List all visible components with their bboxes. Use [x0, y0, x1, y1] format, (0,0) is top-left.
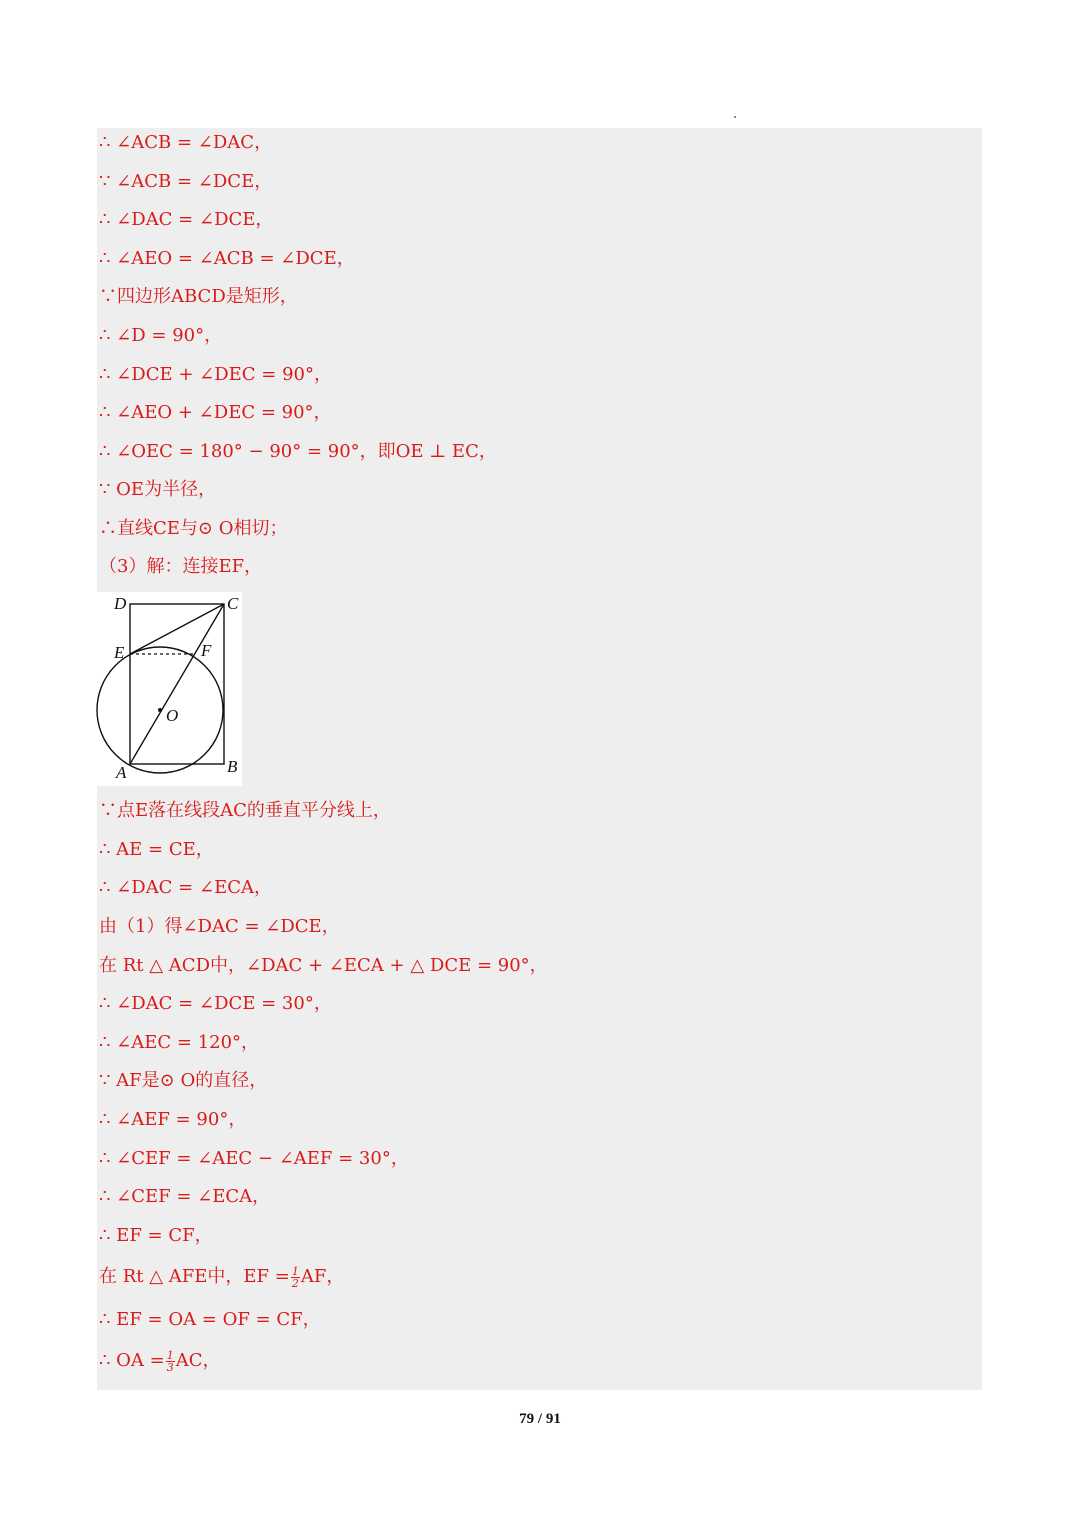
label-o: O — [166, 706, 179, 725]
solution-line: ∴ ∠AEO + ∠DEC = 90°， — [99, 402, 332, 423]
solution-line: 由（1）得∠DAC = ∠DCE， — [99, 916, 340, 937]
solution-line: ∴ ∠CEF = ∠AEC − ∠AEF = 30°， — [99, 1148, 409, 1169]
solution-line: ∴ ∠AEC = 120°， — [99, 1032, 260, 1053]
solution-line: ∵四边形ABCD是矩形， — [99, 286, 298, 307]
solution-line: ∴ EF = CF， — [99, 1225, 213, 1246]
page-number: 79 / 91 — [519, 1411, 561, 1427]
solution-line: ∵ ∠ACB = ∠DCE， — [99, 171, 273, 192]
fraction-numerator: 1 — [291, 1264, 299, 1278]
solution-line: ∵点E落在线段AC的垂直平分线上， — [99, 800, 391, 821]
solution-line: ∴ ∠ACB = ∠DAC， — [99, 132, 273, 153]
fraction-line-suffix: AC， — [175, 1350, 221, 1371]
solution-line: ∴ ∠DAC = ∠DCE = 30°， — [99, 993, 332, 1014]
label-a: A — [116, 763, 127, 782]
fraction-line-suffix: AF， — [300, 1266, 345, 1287]
fraction-one-half — [291, 1266, 300, 1289]
label-d: D — [114, 594, 127, 613]
label-b: B — [227, 757, 238, 776]
fraction-one-third — [166, 1350, 175, 1373]
solution-line: ∵ AF是⊙ O的直径， — [99, 1070, 268, 1091]
solution-line: ∴ ∠CEF = ∠ECA， — [99, 1186, 271, 1207]
solution-line: ∴ ∠AEF = 90°， — [99, 1109, 247, 1130]
solution-line: ∴ EF = OA = OF = CF， — [99, 1309, 321, 1330]
solution-line-fraction-half — [99, 1262, 344, 1292]
solution-line: （3）解：连接EF， — [99, 556, 263, 577]
solution-line: ∵ OE为半径， — [99, 479, 217, 500]
fraction-line-prefix: ∴ OA = — [99, 1350, 165, 1371]
fraction-line-prefix: 在 Rt △ AFE中，EF = — [99, 1266, 290, 1287]
geometry-figure — [96, 592, 242, 786]
label-c: C — [227, 594, 239, 613]
solution-line: ∴直线CE与⊙ O相切； — [99, 518, 288, 539]
solution-line-fraction-third — [99, 1346, 221, 1376]
solution-line: ∴ AE = CE， — [99, 839, 214, 860]
solution-line: ∴ ∠DAC = ∠DCE， — [99, 209, 274, 230]
segment-ac — [130, 604, 224, 764]
solution-line: ∴ ∠OEC = 180° − 90° = 90°，即OE ⊥ EC， — [99, 441, 497, 462]
solution-line: ∴ ∠DAC = ∠ECA， — [99, 877, 272, 898]
solution-line: 在 Rt △ ACD中，∠DAC + ∠ECA + △ DCE = 90°， — [99, 955, 548, 976]
solution-line: ∴ ∠AEO = ∠ACB = ∠DCE， — [99, 248, 355, 269]
center-point-o — [158, 708, 162, 712]
geometry-diagram — [96, 592, 242, 786]
stray-dot — [734, 116, 736, 118]
solution-line: ∴ ∠DCE + ∠DEC = 90°， — [99, 364, 332, 385]
fraction-denominator: 3 — [166, 1360, 174, 1374]
label-e: E — [114, 643, 125, 662]
fraction-numerator: 1 — [166, 1348, 174, 1362]
solution-line: ∴ ∠D = 90°， — [99, 325, 223, 346]
fraction-denominator: 2 — [291, 1276, 299, 1290]
label-f: F — [201, 641, 212, 660]
